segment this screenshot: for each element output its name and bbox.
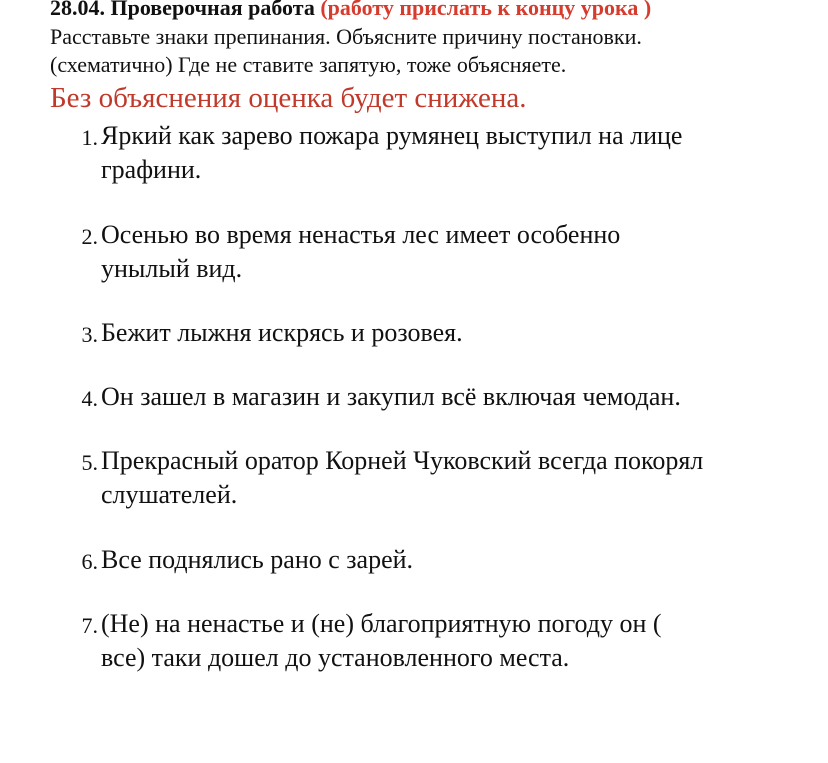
document-page <box>50 0 820 116</box>
task-line: унылый вид. <box>101 254 243 283</box>
task-line: Осенью во время ненастья лес имеет особенно <box>101 220 621 249</box>
title-date: 28.04. Проверочная работа <box>50 0 321 20</box>
task-line: слушателей. <box>101 480 238 509</box>
task-line: Все поднялись рано с зарей. <box>101 545 414 574</box>
task-number: 2. <box>81 224 98 249</box>
task-number: 1. <box>81 125 98 150</box>
grade-warning: Без объяснения оценка будет снижена. <box>50 82 527 114</box>
instruction-line-1: Расставьте знаки препинания. Объясните причину постановки. <box>50 24 642 49</box>
task-line: Прекрасный оратор Корней Чуковский всегда покорял <box>101 446 704 475</box>
task-text <box>101 444 801 512</box>
task-text <box>101 218 801 286</box>
task-number: 7. <box>81 613 98 638</box>
page-title <box>50 0 820 23</box>
task-line: Бежит лыжня искрясь и розовея. <box>101 318 463 347</box>
task-text <box>101 119 801 187</box>
task-number: 3. <box>81 322 98 347</box>
task-number: 6. <box>81 549 98 574</box>
task-number: 4. <box>81 386 98 411</box>
task-line: (Не) на ненастье и (не) благоприятную погоду он ( <box>101 609 662 638</box>
instruction-line-2: (схематично) Где не ставите запятую, тоже объясняете. <box>50 52 567 77</box>
task-text <box>101 380 801 414</box>
task-text <box>101 607 801 675</box>
task-line: Яркий как зарево пожара румянец выступил на лице <box>101 121 683 150</box>
task-line: все) таки дошел до установленного места. <box>101 643 570 672</box>
task-text <box>101 316 801 350</box>
task-line: графини. <box>101 155 202 184</box>
task-line: Он зашел в магазин и закупил всё включая чемодан. <box>101 382 681 411</box>
title-send-note: (работу прислать к концу урока ) <box>320 0 652 20</box>
task-text <box>101 543 801 577</box>
task-number: 5. <box>81 450 98 475</box>
